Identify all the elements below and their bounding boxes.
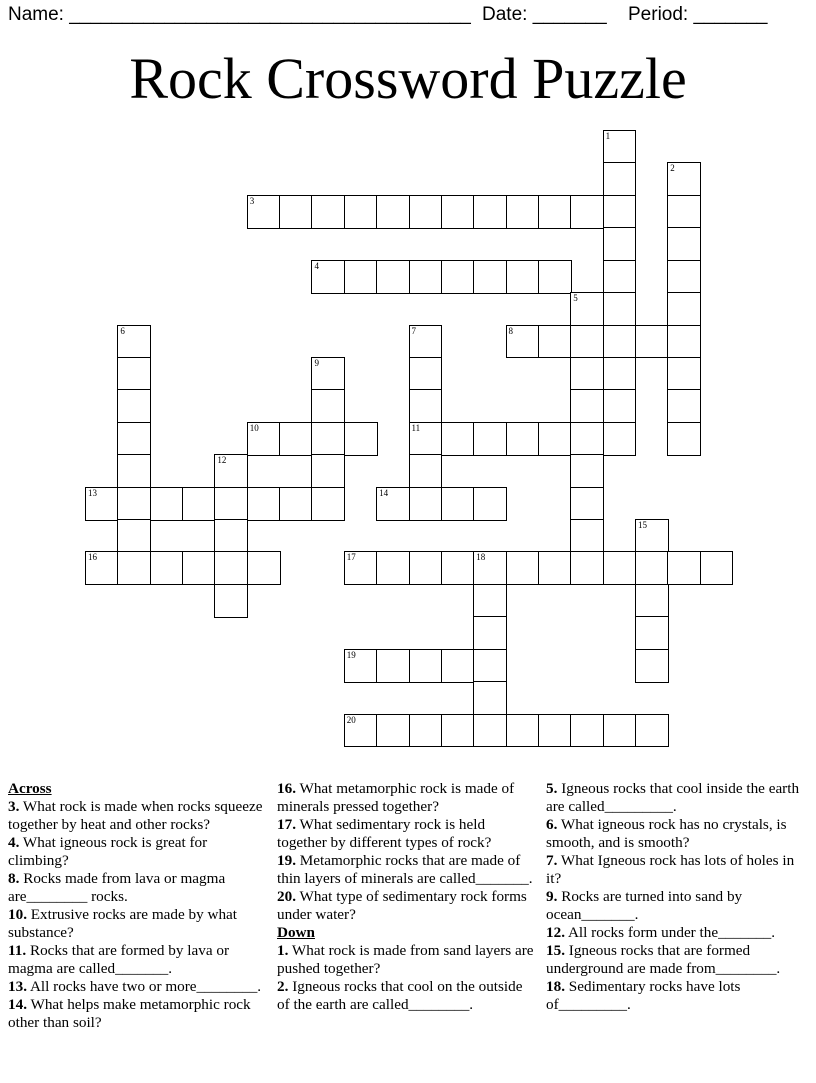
grid-cell[interactable] — [376, 649, 410, 683]
grid-cell[interactable] — [603, 260, 637, 294]
name-field-label: Name: ______________________________________ — [8, 4, 471, 25]
grid-cell[interactable] — [667, 325, 701, 359]
clue-item-text: Igneous rocks that are formed underground are made from________. — [546, 942, 781, 977]
grid-cell[interactable] — [344, 551, 378, 585]
clue-item-number: 1. — [277, 942, 289, 959]
grid-cell[interactable] — [667, 162, 701, 196]
clue-item-text: What igneous rock is great for climbing? — [8, 834, 208, 869]
down-heading: Down — [277, 924, 315, 941]
grid-cell[interactable] — [667, 227, 701, 261]
grid-cell[interactable] — [700, 551, 734, 585]
grid-cell[interactable] — [603, 422, 637, 456]
grid-cell[interactable] — [376, 195, 410, 229]
grid-cell[interactable] — [376, 714, 410, 748]
clue-item-number: 11. — [8, 942, 27, 959]
clue-item-text: Rocks that are formed by lava or magma are called_______. — [8, 942, 230, 977]
grid-cell[interactable] — [603, 551, 637, 585]
clue-item — [8, 798, 263, 834]
down-clue-list — [277, 942, 537, 1014]
grid-cell[interactable] — [409, 389, 443, 423]
grid-cell[interactable] — [85, 487, 119, 521]
grid-cell[interactable] — [441, 195, 475, 229]
grid-cell[interactable] — [311, 195, 345, 229]
grid-cell[interactable] — [409, 649, 443, 683]
grid-cell[interactable] — [473, 649, 507, 683]
grid-cell[interactable] — [311, 357, 345, 391]
grid-cell[interactable] — [473, 551, 507, 585]
grid-cell[interactable] — [506, 551, 540, 585]
clue-item-number: 14. — [8, 996, 27, 1013]
grid-cell[interactable] — [635, 519, 669, 553]
grid-cell[interactable] — [117, 454, 151, 488]
grid-cell[interactable] — [247, 195, 281, 229]
grid-cell[interactable] — [538, 422, 572, 456]
grid-cell[interactable] — [603, 714, 637, 748]
grid-cell[interactable] — [441, 551, 475, 585]
grid-cell[interactable] — [409, 195, 443, 229]
grid-cell[interactable] — [667, 292, 701, 326]
grid-cell[interactable] — [473, 616, 507, 650]
grid-cell[interactable] — [538, 714, 572, 748]
clue-number: 4 — [314, 260, 319, 271]
grid-cell[interactable] — [506, 260, 540, 294]
clue-item-number: 12. — [546, 924, 565, 941]
grid-cell[interactable] — [441, 714, 475, 748]
grid-cell[interactable] — [214, 454, 248, 488]
grid-cell[interactable] — [344, 260, 378, 294]
clue-number: 12 — [217, 455, 227, 466]
grid-cell[interactable] — [603, 357, 637, 391]
clue-item-number: 13. — [8, 978, 27, 995]
crossword-grid — [85, 130, 732, 746]
grid-cell[interactable] — [635, 551, 669, 585]
clue-item — [277, 978, 537, 1014]
grid-cell[interactable] — [635, 325, 669, 359]
clue-item — [277, 888, 537, 924]
grid-cell[interactable] — [506, 714, 540, 748]
clue-item-number: 4. — [8, 834, 20, 851]
clue-item-text: What helps make metamorphic rock other than soil? — [8, 996, 251, 1031]
clue-item-text: Igneous rocks that cool inside the earth are called_________. — [546, 780, 800, 815]
grid-cell[interactable] — [214, 519, 248, 553]
clue-number: 7 — [411, 325, 416, 336]
grid-cell[interactable] — [473, 260, 507, 294]
clue-number: 1 — [605, 131, 611, 141]
grid-cell[interactable] — [279, 487, 313, 521]
clue-item — [546, 780, 808, 816]
across-heading: Across — [8, 780, 52, 797]
clue-number: 8 — [508, 325, 514, 336]
date-field-label: Date: _______ — [482, 4, 607, 25]
clue-item — [546, 816, 808, 852]
clue-number: 11 — [411, 422, 421, 433]
grid-cell[interactable] — [570, 487, 604, 521]
grid-cell[interactable] — [409, 260, 443, 294]
grid-cell[interactable] — [214, 487, 248, 521]
clue-number: 13 — [88, 487, 97, 498]
grid-cell[interactable] — [667, 195, 701, 229]
clue-item — [8, 834, 263, 870]
clue-item — [546, 978, 808, 1014]
grid-cell[interactable] — [441, 260, 475, 294]
grid-cell[interactable] — [667, 422, 701, 456]
grid-cell[interactable] — [117, 389, 151, 423]
grid-cell[interactable] — [603, 195, 637, 229]
grid-cell[interactable] — [538, 195, 572, 229]
clue-item-text: Sedimentary rocks have lots of_________. — [546, 978, 741, 1013]
grid-cell[interactable] — [570, 357, 604, 391]
grid-cell[interactable] — [603, 162, 637, 196]
page-title: Rock Crossword Puzzle — [129, 46, 687, 111]
grid-cell[interactable] — [570, 454, 604, 488]
grid-cell[interactable] — [473, 681, 507, 715]
grid-cell[interactable] — [117, 487, 151, 521]
grid-cell[interactable] — [409, 551, 443, 585]
clues-column-2 — [277, 780, 537, 1014]
grid-cell[interactable] — [247, 487, 281, 521]
grid-cell[interactable] — [150, 551, 184, 585]
clue-item-number: 7. — [546, 852, 558, 869]
clue-item — [277, 852, 537, 888]
clue-item-number: 15. — [546, 942, 565, 959]
clue-item-text: What rock is made when rocks squeeze together by heat and other rocks? — [8, 798, 263, 833]
clue-item-text: Rocks are turned into sand by ocean_______. — [546, 888, 743, 923]
grid-cell[interactable] — [473, 422, 507, 456]
clue-number: 15 — [637, 520, 647, 531]
grid-cell[interactable] — [344, 649, 378, 683]
grid-cell[interactable] — [667, 551, 701, 585]
grid-cell[interactable] — [506, 422, 540, 456]
clue-number: 10 — [249, 422, 259, 433]
grid-cell[interactable] — [409, 454, 443, 488]
grid-cell[interactable] — [344, 195, 378, 229]
clue-item — [546, 888, 808, 924]
clue-item-text: Extrusive rocks are made by what substance? — [8, 906, 238, 941]
clue-number: 9 — [314, 357, 319, 368]
clue-number: 3 — [249, 195, 255, 206]
grid-cell[interactable] — [570, 389, 604, 423]
grid-cell[interactable] — [635, 616, 669, 650]
clue-item-number: 16. — [277, 780, 296, 797]
clue-item-number: 9. — [546, 888, 558, 905]
grid-cell[interactable] — [473, 195, 507, 229]
grid-cell[interactable] — [506, 325, 540, 359]
clue-item — [277, 780, 537, 816]
grid-cell[interactable] — [667, 260, 701, 294]
clue-item — [8, 942, 263, 978]
grid-cell[interactable] — [570, 551, 604, 585]
grid-cell[interactable] — [182, 551, 216, 585]
clue-number: 20 — [346, 714, 356, 725]
clue-item-number: 8. — [8, 870, 20, 887]
grid-cell[interactable] — [473, 584, 507, 618]
grid-cell[interactable] — [311, 422, 345, 456]
grid-cell[interactable] — [635, 649, 669, 683]
clue-item-number: 19. — [277, 852, 296, 869]
across-clue-list-continued — [277, 780, 537, 924]
grid-cell[interactable] — [279, 422, 313, 456]
clue-item-number: 6. — [546, 816, 558, 833]
grid-cell[interactable] — [538, 260, 572, 294]
grid-cell[interactable] — [85, 551, 119, 585]
clue-item-number: 17. — [277, 816, 296, 833]
clue-number: 5 — [573, 293, 578, 304]
clue-item — [546, 852, 808, 888]
clue-item-number: 10. — [8, 906, 27, 923]
grid-cell[interactable] — [570, 195, 604, 229]
grid-cell[interactable] — [344, 714, 378, 748]
grid-cell[interactable] — [538, 551, 572, 585]
grid-cell[interactable] — [473, 487, 507, 521]
worksheet-header — [8, 4, 808, 30]
clue-item-text: What Igneous rock has lots of holes in it? — [546, 852, 795, 887]
clue-item-number: 20. — [277, 888, 296, 905]
across-clue-list — [8, 798, 263, 1032]
grid-cell[interactable] — [311, 454, 345, 488]
grid-cell[interactable] — [247, 551, 281, 585]
grid-cell[interactable] — [570, 325, 604, 359]
grid-cell[interactable] — [247, 422, 281, 456]
grid-cell[interactable] — [409, 714, 443, 748]
grid-cell[interactable] — [214, 551, 248, 585]
clue-number: 6 — [120, 325, 125, 336]
clues-column-3 — [546, 780, 808, 1014]
clue-item — [8, 978, 263, 996]
grid-cell[interactable] — [376, 551, 410, 585]
clue-number: 17 — [346, 552, 356, 563]
clue-item-number: 3. — [8, 798, 20, 815]
clue-item-text: All rocks form under the_______. — [564, 924, 776, 941]
down-clue-list-continued — [546, 780, 808, 1014]
grid-cell[interactable] — [603, 325, 637, 359]
grid-cell[interactable] — [150, 487, 184, 521]
grid-cell[interactable] — [376, 487, 410, 521]
grid-cell[interactable] — [441, 487, 475, 521]
grid-cell[interactable] — [117, 519, 151, 553]
clue-item-text: Igneous rocks that cool on the outside of the earth are called________. — [277, 978, 523, 1013]
clue-number: 2 — [670, 163, 675, 174]
grid-cell[interactable] — [344, 422, 378, 456]
grid-cell[interactable] — [117, 357, 151, 391]
grid-cell[interactable] — [570, 292, 604, 326]
clue-item — [8, 870, 263, 906]
clue-number: 18 — [476, 552, 486, 563]
clue-item-text: What metamorphic rock is made of minerals pressed together? — [277, 780, 515, 815]
grid-cell[interactable] — [279, 195, 313, 229]
grid-cell[interactable] — [311, 389, 345, 423]
grid-cell[interactable] — [214, 584, 248, 618]
clue-item-text: What sedimentary rock is held together by different types of rock? — [277, 816, 492, 851]
grid-cell[interactable] — [635, 714, 669, 748]
clue-item — [8, 996, 263, 1032]
grid-cell[interactable] — [311, 260, 345, 294]
clue-number: 14 — [379, 487, 389, 498]
clue-item-text: Metamorphic rocks that are made of thin layers of minerals are called_______. — [277, 852, 533, 887]
grid-cell[interactable] — [311, 487, 345, 521]
grid-cell[interactable] — [667, 389, 701, 423]
clue-item — [277, 816, 537, 852]
grid-cell[interactable] — [570, 714, 604, 748]
clue-item-text: What rock is made from sand layers are pushed together? — [277, 942, 534, 977]
grid-cell[interactable] — [117, 551, 151, 585]
grid-cell[interactable] — [182, 487, 216, 521]
grid-cell[interactable] — [603, 227, 637, 261]
grid-cell[interactable] — [635, 584, 669, 618]
grid-cell[interactable] — [441, 422, 475, 456]
clues-column-1 — [8, 780, 263, 1032]
grid-cell[interactable] — [506, 195, 540, 229]
clue-item-text: Rocks made from lava or magma are________ rocks. — [8, 870, 226, 905]
clue-number: 16 — [88, 552, 97, 563]
grid-cell[interactable] — [603, 292, 637, 326]
grid-cell[interactable] — [409, 325, 443, 359]
clue-item — [8, 906, 263, 942]
grid-cell[interactable] — [570, 519, 604, 553]
grid-cell[interactable] — [667, 357, 701, 391]
grid-cell[interactable] — [409, 487, 443, 521]
grid-cell[interactable] — [441, 649, 475, 683]
clue-item-number: 2. — [277, 978, 289, 995]
clue-item — [277, 942, 537, 978]
grid-cell[interactable] — [473, 714, 507, 748]
grid-cell[interactable] — [117, 325, 151, 359]
grid-cell[interactable] — [376, 260, 410, 294]
clue-item-number: 18. — [546, 978, 565, 995]
grid-cell[interactable] — [409, 357, 443, 391]
clue-item-text: All rocks have two or more________. — [26, 978, 262, 995]
grid-cell[interactable] — [603, 389, 637, 423]
grid-cell[interactable] — [570, 422, 604, 456]
grid-cell[interactable] — [538, 325, 572, 359]
clue-item-number: 5. — [546, 780, 558, 797]
period-field-label: Period: _______ — [628, 4, 768, 25]
grid-cell[interactable] — [409, 422, 443, 456]
clue-item-text: What type of sedimentary rock forms under water? — [277, 888, 527, 923]
clue-item — [546, 942, 808, 978]
clue-item-text: What igneous rock has no crystals, is smooth, and is smooth? — [546, 816, 787, 851]
grid-cell[interactable] — [603, 130, 637, 164]
grid-cell[interactable] — [117, 422, 151, 456]
clue-number: 19 — [346, 649, 356, 660]
clue-item — [546, 924, 808, 942]
